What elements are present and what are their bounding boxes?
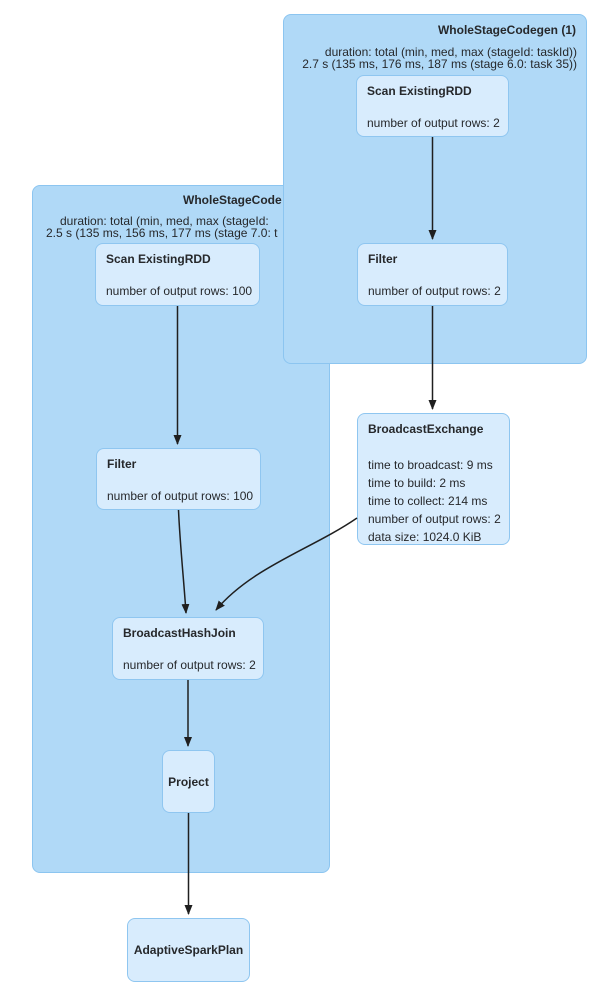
node-metric: number of output rows: 2	[367, 116, 500, 130]
cluster-2-title: WholeStageCode	[183, 193, 282, 207]
node-title: AdaptiveSparkPlan	[133, 943, 244, 957]
cluster-2-duration-label: duration: total (min, med, max (stageId:	[60, 214, 269, 228]
node-scan-existingrdd-1[interactable]	[356, 75, 509, 137]
node-broadcast-exchange[interactable]	[357, 413, 510, 545]
node-title: BroadcastHashJoin	[123, 626, 236, 640]
node-project[interactable]	[162, 750, 215, 813]
cluster-wholestagecodegen-1	[283, 14, 587, 364]
node-filter-1[interactable]	[357, 243, 508, 306]
node-metric: number of output rows: 100	[107, 489, 254, 503]
node-metric: number of output rows: 100	[106, 284, 253, 298]
node-broadcast-hash-join[interactable]	[112, 617, 264, 680]
cluster-1-title: WholeStageCodegen (1)	[437, 23, 576, 37]
node-metric: time to collect: 214 ms	[368, 494, 488, 508]
node-metric: time to broadcast: 9 ms	[368, 458, 493, 472]
node-metric: number of output rows: 2	[368, 284, 501, 298]
node-metric: number of output rows: 2	[368, 512, 501, 526]
node-title: BroadcastExchange	[368, 422, 484, 436]
node-title: Project	[168, 774, 209, 789]
node-metric: data size: 1024.0 KiB	[368, 530, 482, 544]
cluster-2-duration-value: 2.5 s (135 ms, 156 ms, 177 ms (stage 7.0: t	[46, 226, 278, 240]
node-metric: time to build: 2 ms	[368, 476, 466, 490]
node-title: Filter	[368, 252, 398, 266]
node-title: Scan ExistingRDD	[106, 252, 211, 266]
node-title: Filter	[107, 457, 137, 471]
node-metric: number of output rows: 2	[123, 658, 256, 672]
cluster-1-duration-label: duration: total (min, med, max (stageId: taskId))	[324, 45, 577, 59]
node-filter-2[interactable]	[96, 448, 261, 510]
node-adaptive-spark-plan[interactable]	[127, 918, 250, 982]
cluster-1-duration-value: 2.7 s (135 ms, 176 ms, 187 ms (stage 6.0: task 35))	[302, 57, 577, 71]
node-scan-existingrdd-2[interactable]	[95, 243, 260, 306]
node-title: Scan ExistingRDD	[367, 84, 472, 98]
node-metrics	[368, 456, 499, 546]
